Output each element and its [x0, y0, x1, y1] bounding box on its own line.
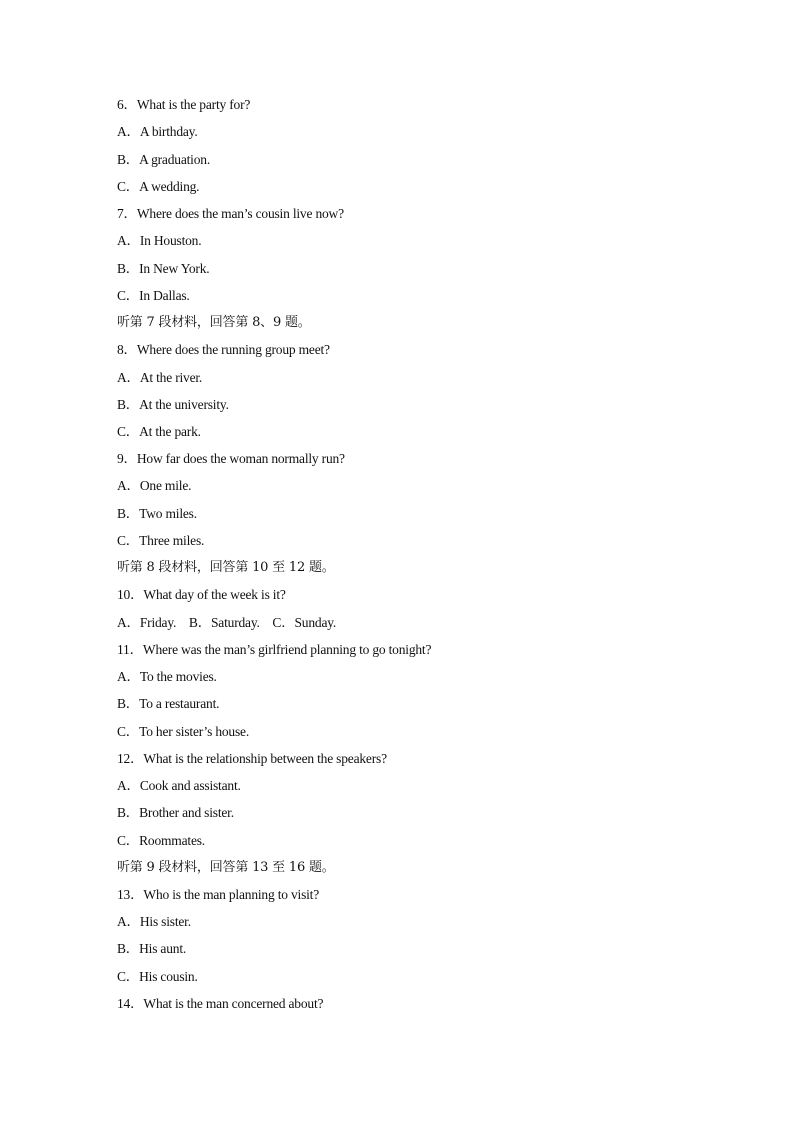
question-6: 6．What is the party for?	[117, 97, 251, 112]
question-13: 13．Who is the man planning to visit?	[117, 887, 320, 902]
options-10: A．Friday. B．Saturday. C．Sunday.	[117, 615, 337, 630]
question-10: 10．What day of the week is it?	[117, 587, 286, 602]
option-6b: B．A graduation.	[117, 152, 210, 167]
option-9c: C．Three miles.	[117, 533, 205, 548]
question-14: 14．What is the man concerned about?	[117, 996, 324, 1011]
option-13a: A．His sister.	[117, 914, 191, 929]
question-12: 12．What is the relationship between the speakers?	[117, 751, 387, 766]
section-heading-9: 听第 9 段材料，回答第 13 至 16 题。	[117, 860, 335, 875]
question-8: 8．Where does the running group meet?	[117, 342, 330, 357]
question-7: 7．Where does the man’s cousin live now?	[117, 206, 344, 221]
option-9a: A．One mile.	[117, 478, 192, 493]
option-12c: C．Roommates.	[117, 833, 205, 848]
option-8a: A．At the river.	[117, 370, 203, 385]
option-11a: A．To the movies.	[117, 669, 217, 684]
option-6c: C．A wedding.	[117, 179, 200, 194]
question-9: 9．How far does the woman normally run?	[117, 451, 345, 466]
option-8c: C．At the park.	[117, 424, 201, 439]
section-heading-7: 听第 7 段材料，回答第 8、9 题。	[117, 315, 311, 330]
option-6a: A．A birthday.	[117, 124, 198, 139]
option-11c: C．To her sister’s house.	[117, 724, 249, 739]
option-8b: B．At the university.	[117, 397, 229, 412]
option-13c: C．His cousin.	[117, 969, 198, 984]
section-heading-8: 听第 8 段材料，回答第 10 至 12 题。	[117, 560, 335, 575]
option-7a: A．In Houston.	[117, 233, 202, 248]
option-13b: B．His aunt.	[117, 941, 187, 956]
option-7b: B．In New York.	[117, 261, 210, 276]
question-11: 11．Where was the man’s girlfriend planning to go tonight?	[117, 642, 432, 657]
option-11b: B．To a restaurant.	[117, 696, 220, 711]
option-9b: B．Two miles.	[117, 506, 197, 521]
option-7c: C．In Dallas.	[117, 288, 190, 303]
option-12b: B．Brother and sister.	[117, 805, 234, 820]
option-12a: A．Cook and assistant.	[117, 778, 241, 793]
